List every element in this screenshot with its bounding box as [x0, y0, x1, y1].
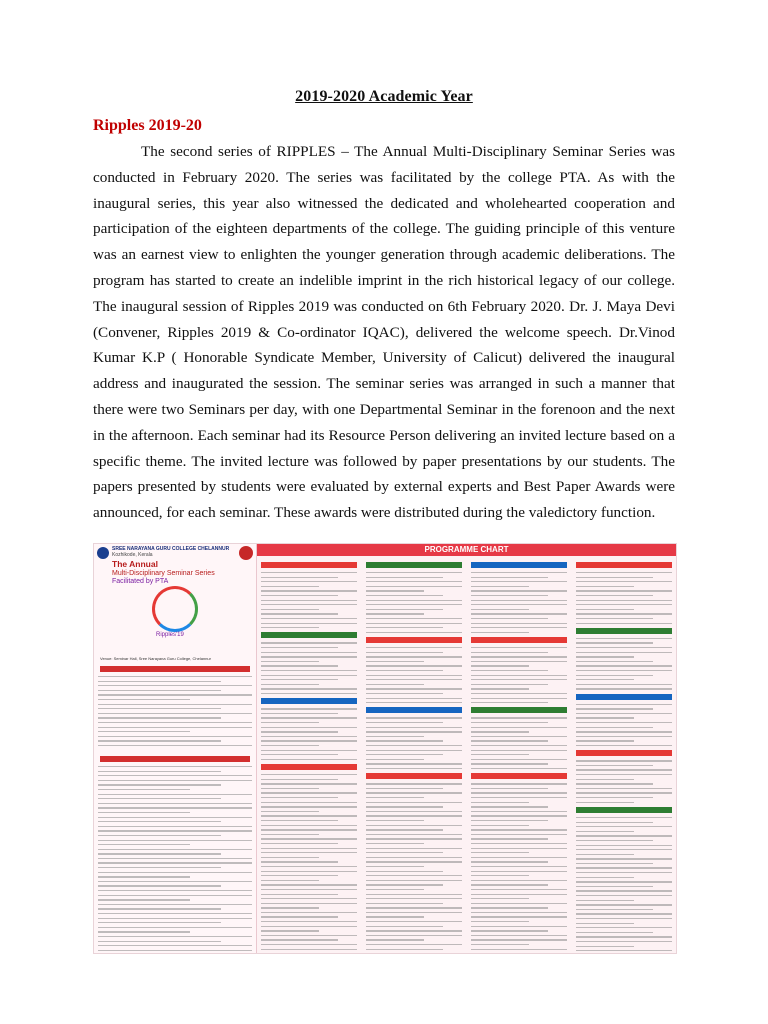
crest-icon — [239, 546, 253, 560]
seminar-brochure-image — [93, 543, 677, 954]
section-heading: Ripples 2019-20 — [93, 117, 202, 134]
schedule-text-block — [98, 676, 252, 750]
schedule-header-bar — [100, 756, 250, 762]
ripples-logo-label: Ripples'19 — [156, 632, 184, 638]
programme-column — [362, 558, 466, 953]
programme-column — [257, 558, 361, 953]
body-paragraph: The second series of RIPPLES – The Annual Multi-Disciplinary Seminar Series was conducted in February 2020. The series was facilitated by the college PTA. As with the inaugural series, this year also witnessed the dedicated and wholehearted cooperation and participation of the eighteen departments of the college. The guiding principle of this venture was an earnest view to enlighten the younger generation through academic deliberations. The program has started to create an indelible imprint in the rich historical legacy of our college. The inaugural session of Ripples 2019 was conducted on 6th February 2020. Dr. J. Maya Devi (Convener, Ripples 2019 & Co-ordinator IQAC), delivered the welcome speech. Dr.Vinod Kumar K.P ( Honorable Syndicate Member, University of Calicut) delivered the inaugural address and inaugurated the session. The seminar series was arranged in such a manner that there were two Seminars per day, with one Departmental Seminar in the forenoon and the next in the afternoon. Each seminar had its Resource Person delivering an invited lecture based on a specific theme. The invited lecture was followed by paper presentations by our students. The papers presented by students were evaluated by external experts and Best Paper Awards were announced, for each seminar. These awards were distributed during the valedictory function. — [93, 143, 675, 522]
brochure-cover-column — [94, 544, 257, 953]
programme-chart-banner: PROGRAMME CHART — [257, 544, 676, 556]
brochure-heading: The Annual Multi-Disciplinary Seminar Series Facilitated by PTA — [112, 559, 215, 585]
ripples-logo-icon — [152, 586, 198, 632]
schedule-text-block — [98, 766, 252, 953]
page-title: 2019-2020 Academic Year — [295, 88, 473, 105]
programme-column — [467, 558, 571, 953]
programme-column — [572, 558, 676, 953]
college-logo-icon — [97, 547, 109, 559]
venue-text: Venue: Seminar Hall, Sree Narayana Guru College, Chelannur — [100, 656, 211, 661]
college-name: SREE NARAYANA GURU COLLEGE CHELANNUR Kozhikode, Kerala — [112, 546, 230, 558]
schedule-header-bar — [100, 666, 250, 672]
